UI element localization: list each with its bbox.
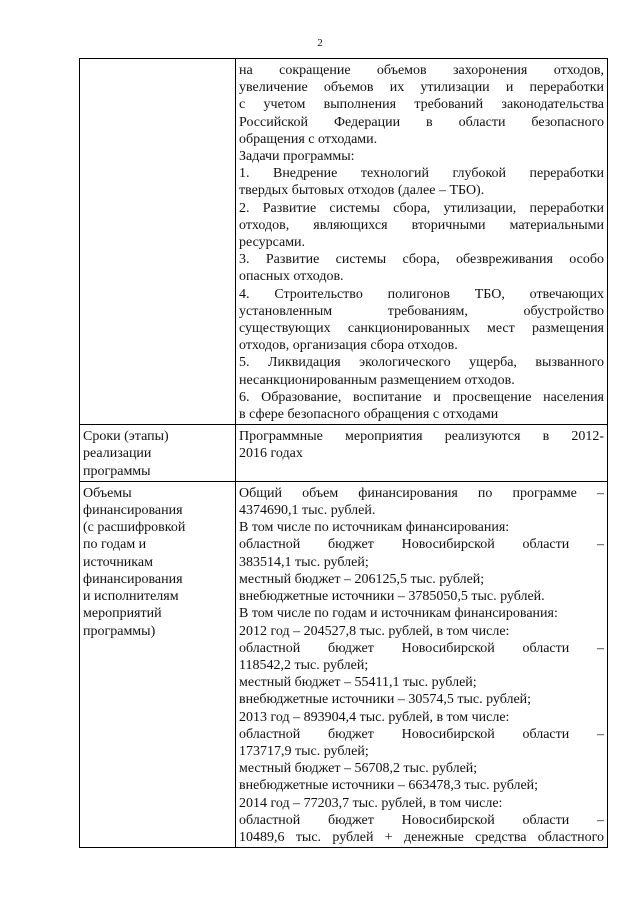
text-line: 4374690,1 тыс. рублей. [239,503,376,519]
label-line: по годам и [83,537,147,553]
text-line: Задачи программы: [239,149,355,165]
label-line: финансирования [83,571,183,587]
text-line: существующих санкционированных мест размещения [239,321,604,337]
text-line: 2016 годах [239,446,303,462]
label-line: программы [83,463,151,479]
label-line: финансирования [83,503,183,519]
page-number: 2 [317,37,323,49]
label-line: источникам [83,554,153,570]
text-line: Общий объем финансирования по программе – [239,485,604,501]
text-line: отходов, организация сбора отходов. [239,338,458,354]
table-row-funding [80,481,608,847]
label-line: (с расшифровкой [83,520,186,536]
text-line: Программные мероприятия реализуются в 2012- [239,429,604,445]
text-line: на сокращение объемов захоронения отходов, [239,63,604,78]
text-line: 2012 год – 204527,8 тыс. рублей, в том числе: [239,623,510,639]
text-line: областной бюджет Новосибирской области – [239,640,604,656]
text-line: 118542,2 тыс. рублей; [239,657,369,673]
text-line: областной бюджет Новосибирской области – [239,726,604,742]
label-line: мероприятий [83,606,162,622]
table-row-goals-tasks [80,59,608,425]
label-line: программы) [83,623,156,639]
text-line: внебюджетные источники – 3785050,5 тыс. рублей. [239,589,545,605]
text-line: отходов, являющихся вторичными материальными [239,217,604,233]
text-line: В том числе по источникам финансирования: [239,520,510,536]
text-line: 2013 год – 893904,4 тыс. рублей, в том числе: [239,709,510,725]
label-line: реализации [83,446,152,462]
program-passport-table [79,58,608,848]
text-line: ресурсами. [239,235,306,251]
text-line: местный бюджет – 206125,5 тыс. рублей; [239,571,485,587]
text-line: 6. Образование, воспитание и просвещение населения [239,389,604,405]
text-line: с учетом выполнения требований законодательства [239,97,604,113]
text-line: 173717,9 тыс. рублей; [239,743,369,759]
text-line: областной бюджет Новосибирской области – [239,537,604,553]
terms-text [236,425,608,482]
text-line: 3. Развитие системы сбора, обезвреживания особо [239,252,604,268]
text-line: 383514,1 тыс. рублей; [239,554,369,570]
text-line: 2014 год – 77203,7 тыс. рублей, в том числе: [239,795,503,811]
funding-label [80,481,236,847]
text-line: 1. Внедрение технологий глубокой переработки [239,166,604,182]
terms-label [80,425,236,482]
label-line: Сроки (этапы) [83,429,169,445]
label-line: и исполнителям [83,589,179,605]
goals-tasks-text [236,59,608,425]
text-line: местный бюджет – 55411,1 тыс. рублей; [239,675,477,691]
table-row-terms [80,425,608,482]
text-line: местный бюджет – 56708,2 тыс. рублей; [239,761,478,777]
text-line: обращения с отходами. [239,131,378,147]
text-line: 10489,6 тыс. рублей + денежные средства областного [239,829,604,845]
text-line: установленным требованиям, обустройство [239,303,604,319]
text-line: опасных отходов. [239,269,344,285]
text-line: 5. Ликвидация экологического ущерба, вызванного [239,355,604,371]
text-line: В том числе по годам и источникам финансирования: [239,606,558,622]
funding-text [236,481,608,847]
text-line: областной бюджет Новосибирской области – [239,812,604,828]
text-line: увеличение объемов их утилизации и переработки [239,80,604,96]
text-line: в сфере безопасного обращения с отходами [239,407,499,423]
text-line: внебюджетные источники – 663478,3 тыс. рублей; [239,778,539,794]
text-line: внебюджетные источники – 30574,5 тыс. рублей; [239,692,532,708]
label-line: Объемы [83,485,132,501]
text-line: 2. Развитие системы сбора, утилизации, переработки [239,200,604,216]
text-line: твердых бытовых отходов (далее – ТБО). [239,183,485,199]
text-line: Российской Федерации в области безопасного [239,114,604,130]
row-label-empty [80,59,236,425]
text-line: несанкционированным размещением отходов. [239,372,515,388]
text-line: 4. Строительство полигонов ТБО, отвечающих [239,286,604,302]
